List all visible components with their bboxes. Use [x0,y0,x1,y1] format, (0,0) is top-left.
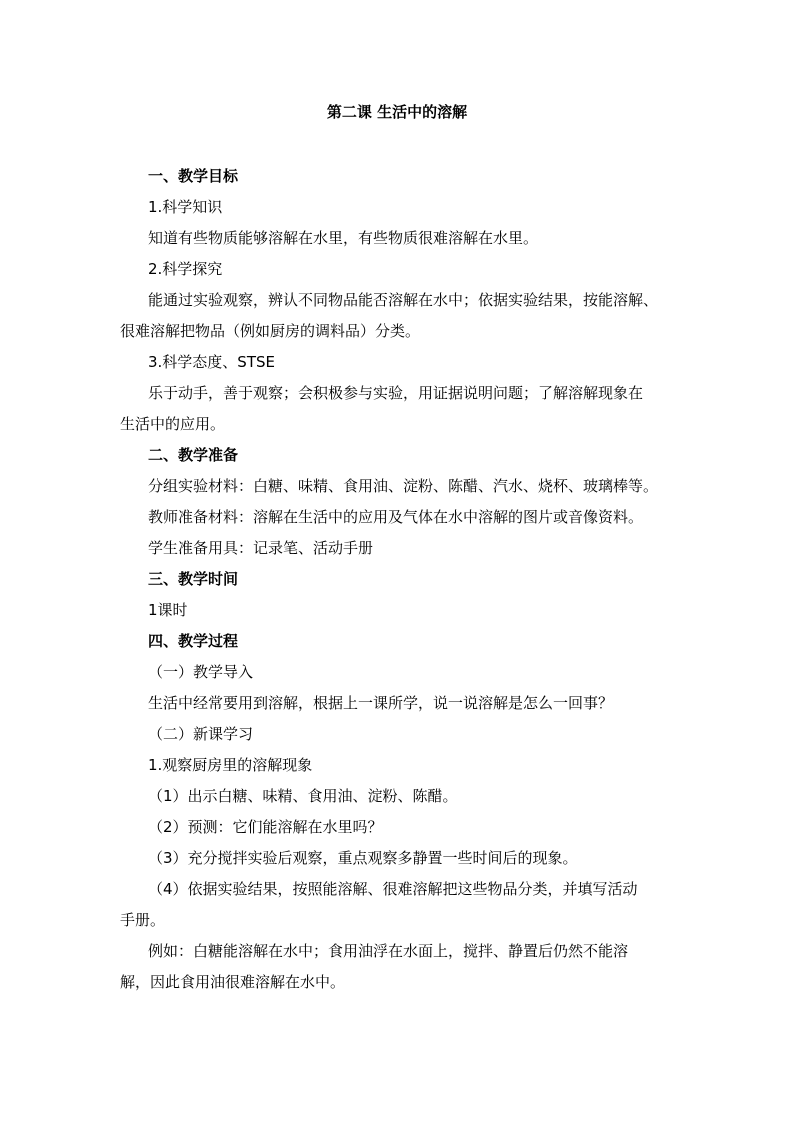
text-line: 1.观察厨房里的溶解现象 [148,756,313,774]
section-heading: 四、教学过程 [148,632,239,650]
text-line: 知道有些物质能够溶解在水里，有些物质很难溶解在水里。 [148,229,539,247]
text-line: 手册。 [120,911,166,929]
text-line: 2.科学探究 [148,260,223,278]
text-line: 1.科学知识 [148,198,223,216]
text-line: （1）出示白糖、味精、食用油、淀粉、陈醋。 [148,787,458,805]
text-line: 学生准备用具：记录笔、活动手册 [148,539,374,557]
section-heading: 三、教学时间 [148,570,239,588]
section-heading: 二、教学准备 [148,446,239,464]
text-line: （2）预测：它们能溶解在水里吗？ [148,818,383,836]
text-line: （二）新课学习 [148,725,254,743]
text-line: （3）充分搅拌实验后观察，重点观察多静置一些时间后的现象。 [148,849,578,867]
text-line: 乐于动手，善于观察；会积极参与实验，用证据说明问题；了解溶解现象在 [148,384,644,402]
section-heading: 一、教学目标 [148,167,239,185]
text-line: 很难溶解把物品（例如厨房的调料品）分类。 [120,322,421,340]
document-title: 第二课 生活中的溶解 [326,103,468,121]
text-line: 分组实验材料：白糖、味精、食用油、淀粉、陈醋、汽水、烧杯、玻璃棒等。 [148,477,659,495]
text-line: （一）教学导入 [148,663,254,681]
text-line: 解，因此食用油很难溶解在水中。 [120,973,346,991]
text-line: （4）依据实验结果，按照能溶解、很难溶解把这些物品分类，并填写活动 [148,880,638,898]
text-line: 生活中的应用。 [120,415,226,433]
text-line: 教师准备材料：溶解在生活中的应用及气体在水中溶解的图片或音像资料。 [148,508,644,526]
text-line: 3.科学态度、STSE [148,353,275,371]
text-line: 生活中经常要用到溶解，根据上一课所学，说一说溶解是怎么一回事？ [148,694,614,712]
text-line: 能通过实验观察，辨认不同物品能否溶解在水中；依据实验结果，按能溶解、 [148,291,659,309]
text-line: 1课时 [148,601,188,619]
document-body [120,161,680,998]
text-line: 例如：白糖能溶解在水中；食用油浮在水面上，搅拌、静置后仍然不能溶 [148,942,629,960]
